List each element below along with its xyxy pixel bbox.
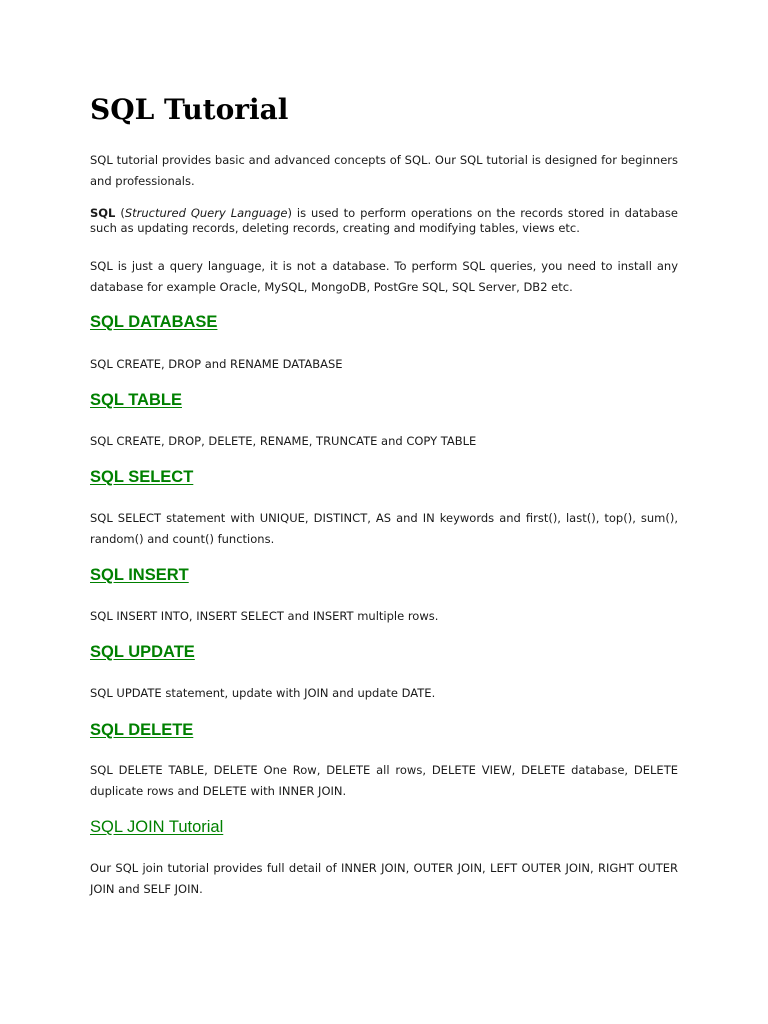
section-heading-sql-update[interactable]: SQL UPDATE <box>90 643 195 661</box>
section-text-sql-join-tutorial: Our SQL join tutorial provides full detail of INNER JOIN, OUTER JOIN, LEFT OUTER JOIN, RIGHT OUTER JOIN and SELF JOIN. <box>90 861 678 896</box>
section-text-sql-update: SQL UPDATE statement, update with JOIN and update DATE. <box>90 686 436 700</box>
open-paren: ( <box>115 206 125 220</box>
intro-paragraph: SQL tutorial provides basic and advanced concepts of SQL. Our SQL tutorial is designed for beginners and professionals. <box>90 153 678 188</box>
section-text-sql-select: SQL SELECT statement with UNIQUE, DISTINCT, AS and IN keywords and first(), last(), top(), sum(), random() and count() functions. <box>90 511 678 546</box>
section-heading-sql-table[interactable]: SQL TABLE <box>90 391 182 409</box>
sql-expansion: Structured Query Language <box>124 206 288 220</box>
section-heading-sql-join-tutorial[interactable]: SQL JOIN Tutorial <box>90 818 224 836</box>
section-heading-sql-delete[interactable]: SQL DELETE <box>90 721 194 739</box>
section-heading-sql-select[interactable]: SQL SELECT <box>90 468 194 486</box>
section-text-sql-database: SQL CREATE, DROP and RENAME DATABASE <box>90 357 343 371</box>
sql-definition-rest: ) is used to perform operations on the records stored in database such as updating records, deleting records, creating and modifying tables, views etc. <box>90 206 678 235</box>
section-heading-sql-insert[interactable]: SQL INSERT <box>90 566 189 584</box>
sql-definition-paragraph <box>90 206 678 236</box>
query-language-paragraph: SQL is just a query language, it is not a database. To perform SQL queries, you need to install any database for example Oracle, MySQL, MongoDB, PostGre SQL, SQL Server, DB2 etc. <box>90 259 678 294</box>
section-text-sql-table: SQL CREATE, DROP, DELETE, RENAME, TRUNCATE and COPY TABLE <box>90 434 477 448</box>
section-text-sql-insert: SQL INSERT INTO, INSERT SELECT and INSERT multiple rows. <box>90 609 439 623</box>
section-heading-sql-database[interactable]: SQL DATABASE <box>90 313 218 331</box>
sql-term: SQL <box>90 206 116 220</box>
page-title: SQL Tutorial <box>90 93 289 126</box>
section-text-sql-delete: SQL DELETE TABLE, DELETE One Row, DELETE all rows, DELETE VIEW, DELETE database, DELETE duplicate rows and DELETE with INNER JOIN. <box>90 763 678 798</box>
